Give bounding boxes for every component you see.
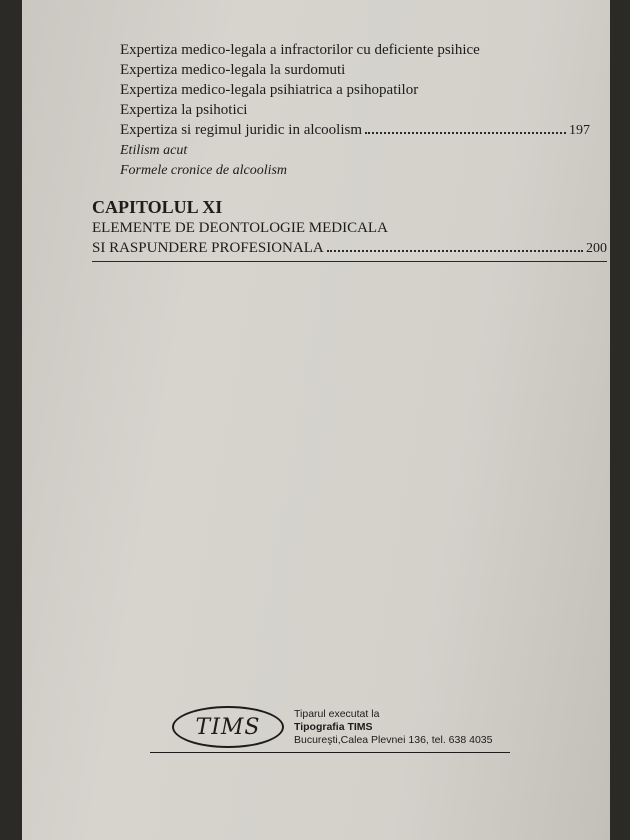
book-page	[22, 0, 610, 840]
chapter-underline	[92, 261, 607, 262]
chapter-page-number: 200	[586, 241, 607, 256]
printer-line: Tiparul executat la	[294, 707, 380, 720]
chapter-heading-line: ELEMENTE DE DEONTOLOGIE MEDICALA	[92, 220, 388, 236]
toc-subentry[interactable]: Formele cronice de alcoolism	[120, 163, 288, 178]
chapter-section	[92, 196, 607, 262]
printer-info	[294, 708, 492, 747]
tims-logo: TIMS	[172, 706, 284, 748]
dot-leader	[365, 132, 566, 134]
printer-imprint	[172, 704, 527, 750]
printer-address: Bucureşti,Calea Plevnei 136, tel. 638 4035	[294, 733, 493, 746]
toc-entry[interactable]: Expertiza medico-legala la surdomuti	[120, 62, 346, 78]
toc-page-number: 197	[569, 123, 590, 138]
toc-entry-with-page[interactable]	[120, 120, 590, 141]
show-through-text	[382, 300, 582, 500]
toc-entry[interactable]: Expertiza medico-legala a infractorilor cu deficiente psihice	[120, 42, 480, 58]
chapter-heading-line-with-page[interactable]	[92, 238, 607, 259]
toc-entry-label: Expertiza si regimul juridic in alcoolism	[120, 122, 363, 138]
chapter-title[interactable]: CAPITOLUL XI	[92, 197, 223, 217]
toc-entry[interactable]: Expertiza la psihotici	[120, 102, 248, 118]
toc-entry[interactable]: Expertiza medico-legala psihiatrica a psihopatilor	[120, 82, 419, 98]
printer-name: Tipografia TIMS	[294, 720, 373, 733]
dot-leader	[327, 250, 583, 252]
chapter-heading-label: SI RASPUNDERE PROFESIONALA	[92, 240, 324, 256]
imprint-underline	[150, 752, 510, 753]
table-of-contents	[120, 40, 590, 181]
toc-subentry[interactable]: Etilism acut	[120, 143, 188, 158]
